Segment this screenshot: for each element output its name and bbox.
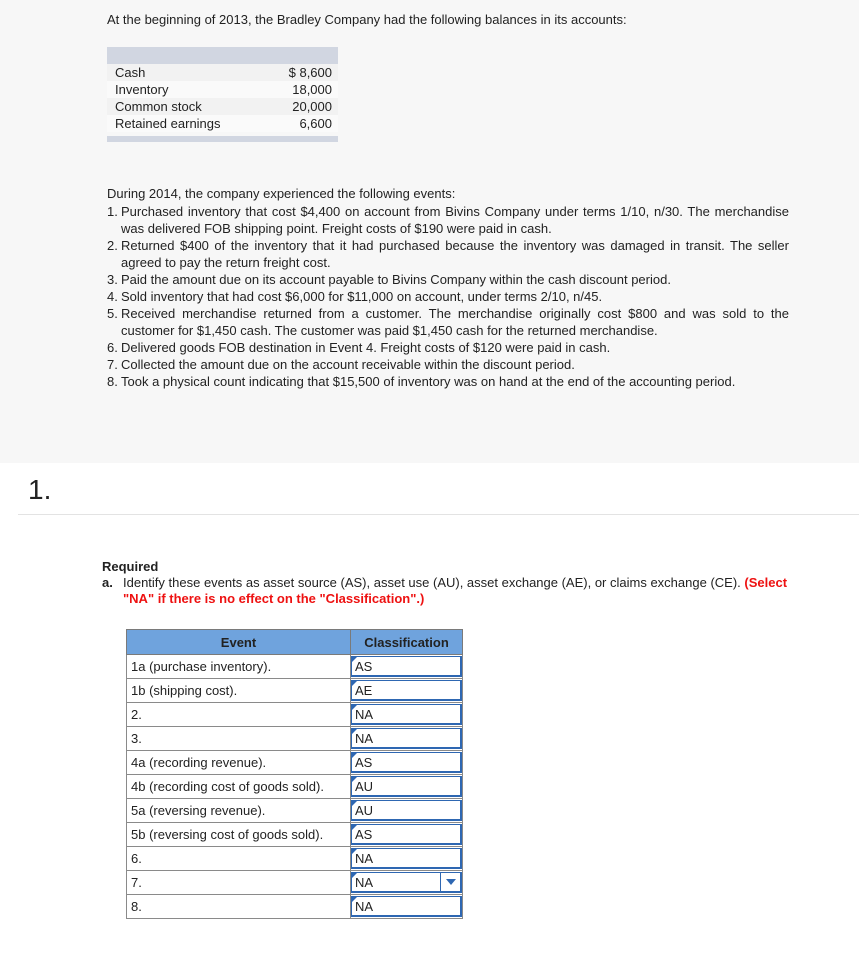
answered-marker-icon [352, 849, 357, 854]
classification-select[interactable] [351, 728, 462, 749]
chevron-down-icon [446, 879, 456, 885]
event-cell: 6. [127, 847, 351, 871]
account-name: Retained earnings [115, 116, 221, 131]
balances-footer [107, 136, 338, 142]
divider [18, 514, 859, 515]
event-cell: 1a (purchase inventory). [127, 655, 351, 679]
event-cell: 5a (reversing revenue). [127, 799, 351, 823]
requirement-text [123, 575, 792, 607]
classification-cell [351, 799, 463, 823]
event-text: Returned $400 of the inventory that it had purchased because the inventory was damaged in transit. The seller agreed to pay the return freight cost. [121, 238, 789, 270]
event-item [107, 237, 789, 271]
answered-marker-icon [352, 873, 357, 878]
answered-marker-icon [352, 657, 357, 662]
account-name: Common stock [115, 99, 202, 114]
classification-select[interactable] [351, 680, 462, 701]
table-row [127, 703, 463, 727]
balance-row [107, 64, 338, 81]
classification-select[interactable] [351, 704, 462, 725]
event-cell: 7. [127, 871, 351, 895]
selected-value: AU [355, 778, 374, 794]
selected-value: AU [355, 802, 374, 818]
requirement-a [102, 575, 792, 607]
event-number: 6. [107, 340, 118, 355]
event-cell: 3. [127, 727, 351, 751]
table-row [127, 655, 463, 679]
table-row [127, 895, 463, 919]
event-text: Took a physical count indicating that $15,500 of inventory was on hand at the end of the accounting period. [121, 374, 736, 389]
event-item [107, 203, 789, 237]
dropdown-button[interactable] [440, 873, 460, 891]
table-row [127, 751, 463, 775]
event-item [107, 373, 789, 390]
event-text: Sold inventory that had cost $6,000 for $11,000 on account, under terms 2/10, n/45. [121, 289, 603, 304]
balance-row [107, 115, 338, 132]
classification-table [126, 629, 463, 919]
selected-value: NA [355, 850, 374, 866]
event-text: Delivered goods FOB destination in Event 4. Freight costs of $120 were paid in cash. [121, 340, 611, 355]
events-intro: During 2014, the company experienced the following events: [107, 186, 456, 201]
classification-cell [351, 775, 463, 799]
event-text: Received merchandise returned from a customer. The merchandise originally cost $800 and was sold to the customer for $1,450 cash. The customer was paid $1,450 cash for the returned merchandise. [121, 306, 789, 338]
answered-marker-icon [352, 705, 357, 710]
question-number: 1. [28, 474, 52, 505]
event-item [107, 271, 789, 288]
account-name: Inventory [115, 82, 169, 97]
event-item [107, 305, 789, 339]
problem-panel [0, 0, 859, 463]
selected-value: NA [355, 874, 374, 890]
answered-marker-icon [352, 777, 357, 782]
classification-cell [351, 871, 463, 895]
balance-row [107, 98, 338, 115]
classification-cell [351, 895, 463, 919]
selected-value: NA [355, 730, 374, 746]
classification-cell [351, 847, 463, 871]
classification-cell [351, 655, 463, 679]
events-list [107, 203, 789, 390]
requirement-label: a. [102, 575, 113, 590]
table-row [127, 727, 463, 751]
selected-value: AE [355, 682, 373, 698]
classification-select[interactable] [351, 776, 462, 797]
intro-text: At the beginning of 2013, the Bradley Company had the following balances in its accounts: [107, 12, 627, 27]
classification-select[interactable] [351, 656, 462, 677]
table-row [127, 847, 463, 871]
event-number: 3. [107, 272, 118, 287]
answered-marker-icon [352, 825, 357, 830]
table-header-row [127, 630, 463, 655]
selected-value: AS [355, 754, 373, 770]
event-cell: 1b (shipping cost). [127, 679, 351, 703]
table-row [127, 799, 463, 823]
classification-cell [351, 703, 463, 727]
classification-select[interactable] [351, 848, 462, 869]
event-number: 7. [107, 357, 118, 372]
answered-marker-icon [352, 801, 357, 806]
classification-select[interactable] [351, 752, 462, 773]
classification-select[interactable] [351, 800, 462, 821]
selected-value: NA [355, 706, 374, 722]
event-number: 4. [107, 289, 118, 304]
classification-cell [351, 727, 463, 751]
classification-select[interactable] [351, 824, 462, 845]
account-amount: 20,000 [292, 99, 332, 114]
account-amount: 18,000 [292, 82, 332, 97]
classification-cell [351, 751, 463, 775]
table-row [127, 823, 463, 847]
answered-marker-icon [352, 729, 357, 734]
event-cell: 2. [127, 703, 351, 727]
event-item [107, 339, 789, 356]
answered-marker-icon [352, 753, 357, 758]
header-event: Event [127, 630, 351, 655]
selected-value: AS [355, 826, 373, 842]
balances-table [107, 47, 338, 142]
balances-header [107, 47, 338, 64]
event-text: Purchased inventory that cost $4,400 on account from Bivins Company under terms 1/10, n/30. The merchandise was delivered FOB shipping point. Freight costs of $190 were paid in cash. [121, 204, 789, 236]
event-number: 5. [107, 306, 118, 321]
table-row [127, 679, 463, 703]
classification-cell [351, 823, 463, 847]
required-heading: Required [102, 559, 159, 574]
balance-row [107, 81, 338, 98]
answered-marker-icon [352, 897, 357, 902]
event-number: 2. [107, 238, 118, 253]
event-text: Collected the amount due on the account receivable within the discount period. [121, 357, 575, 372]
event-cell: 5b (reversing cost of goods sold). [127, 823, 351, 847]
event-cell: 4b (recording cost of goods sold). [127, 775, 351, 799]
event-cell: 8. [127, 895, 351, 919]
classification-cell [351, 679, 463, 703]
classification-select-active[interactable] [351, 872, 462, 893]
selected-value: NA [355, 898, 374, 914]
table-row [127, 871, 463, 895]
requirement-body: Identify these events as asset source (AS), asset use (AU), asset exchange (AE), or claims exchange (CE). [123, 575, 745, 590]
table-row [127, 775, 463, 799]
event-cell: 4a (recording revenue). [127, 751, 351, 775]
answered-marker-icon [352, 681, 357, 686]
event-number: 8. [107, 374, 118, 389]
event-item [107, 356, 789, 373]
selected-value: AS [355, 658, 373, 674]
account-name: Cash [115, 65, 146, 80]
event-item [107, 288, 789, 305]
classification-select[interactable] [351, 896, 462, 917]
account-amount: 6,600 [299, 116, 332, 131]
account-amount: $ 8,600 [288, 65, 332, 80]
event-text: Paid the amount due on its account payable to Bivins Company within the cash discount period. [121, 272, 671, 287]
header-classification: Classification [351, 630, 463, 655]
event-number: 1. [107, 204, 118, 219]
requirement-note: (Select "NA" if there is no effect on the "Classification".) [123, 575, 788, 606]
